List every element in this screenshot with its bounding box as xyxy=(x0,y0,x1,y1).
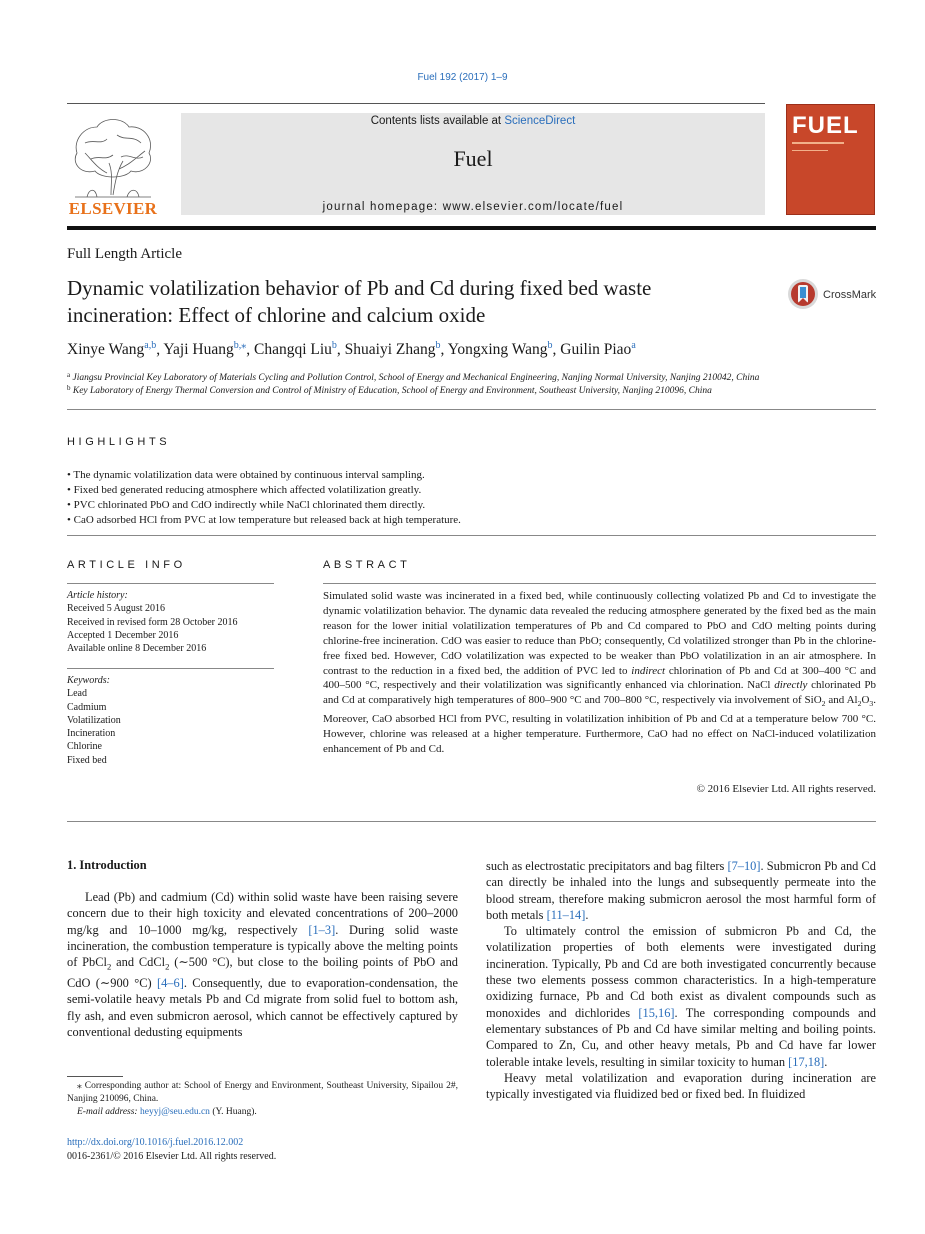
history-label: Article history: xyxy=(67,590,128,601)
history-item: Available online 8 December 2016 xyxy=(67,643,207,655)
doi-link[interactable]: http://dx.doi.org/10.1016/j.fuel.2016.12.002 xyxy=(67,1137,244,1148)
article-title xyxy=(67,275,767,329)
highlights-heading: HIGHLIGHTS xyxy=(67,436,171,448)
paragraph: such as electrostatic precipitators and bag filters [7–10]. Submicron Pb and Cd can directly be inhaled into the lungs and subsequently permeate into the blood stream, therefore making submicron aerosol the most harmful form of both metals [11–14]. xyxy=(486,859,876,922)
author-name: Xinye Wang xyxy=(67,341,145,358)
paragraph: Heavy metal volatilization and evaporation during incineration are typically investigated via fluidized bed or fixed bed. In fluidized xyxy=(486,1070,876,1102)
footnote-text: Corresponding author at: School of Energy and Environment, Southeast University, Sipailou 2#, Nanjing 210096, China. xyxy=(67,1081,459,1104)
cover-decoration xyxy=(792,142,844,144)
affil-text: Jiangsu Provincial Key Laboratory of Materials Cycling and Pollution Control, School of Energy and Mechanical Engineering, Nanjing Normal University, Nanjing 210042, China xyxy=(72,373,760,383)
divider xyxy=(67,583,274,584)
highlight-item: • The dynamic volatilization data were obtained by continuous interval sampling. xyxy=(67,469,425,481)
keywords-label: Keywords: xyxy=(67,675,110,686)
highlight-text: The dynamic volatilization data were obtained by continuous interval sampling. xyxy=(73,469,425,481)
keyword: Lead xyxy=(67,688,87,700)
body-column-right xyxy=(486,858,876,1102)
footnote-rule xyxy=(67,1076,123,1077)
section-heading-introduction: 1. Introduction xyxy=(67,858,147,872)
keyword: Cadmium xyxy=(67,701,107,713)
abstract-heading: ABSTRACT xyxy=(323,559,411,571)
divider xyxy=(67,409,876,410)
author-name: Changqi Liu xyxy=(253,341,332,358)
affiliation-b xyxy=(67,384,877,396)
affiliation-a xyxy=(67,371,877,383)
history-item: Received in revised form 28 October 2016 xyxy=(67,616,238,628)
journal-citation[interactable]: Fuel 192 (2017) 1–9 xyxy=(417,72,508,83)
history-item: Accepted 1 December 2016 xyxy=(67,629,179,641)
author-affil-sup[interactable]: b,⁎ xyxy=(233,340,247,351)
history-item: Received 5 August 2016 xyxy=(67,603,166,615)
corresponding-author-footnote xyxy=(67,1080,458,1119)
footnote-star: ⁎ xyxy=(77,1081,82,1091)
author-name: Guilin Piao xyxy=(560,341,632,358)
author-affil-sup[interactable]: b xyxy=(331,340,337,351)
reference-link[interactable]: [7–10] xyxy=(727,859,761,873)
divider xyxy=(323,583,876,584)
cover-title: FUEL xyxy=(792,112,859,139)
sciencedirect-link[interactable]: ScienceDirect xyxy=(504,115,576,127)
email-suffix: (Y. Huang). xyxy=(212,1107,257,1117)
title-line: incineration: Effect of chlorine and calcium oxide xyxy=(67,303,486,327)
author-list: Xinye Wang$^{a,b}$, Yaji Huang$^{b,⁎}$, Changqi Liu$^b$, Shuaiyi Zhang$^b$, Yongxing Wang$^b$, Guilin Piao$^a$ xyxy=(67,340,636,358)
email-label: E-mail address: xyxy=(77,1107,138,1117)
author-name: Shuaiyi Zhang xyxy=(344,341,436,358)
abstract-body: Simulated solid waste was incinerated in a fixed bed, while continuously collecting volatized Pb and Cd to investigate the dynamic volatilization behavior. The dynamic data revealed the reducing atmosphere generated by the fixed bed as the main reason for the lower initial volatilization temperatures of Pb and Cd compared to PbO and CdO melting points during chlorine-free incineration. CdO was easier to reduce than PbO; consequently, Cd volatilized stronger than Pb in the chlorine-free fixed bed. However, CdO volatilization was expected to be weaker than PbO volatilization in an air atmosphere. In contrast to the reduction in a fixed bed, the addition of PVC led to indirect chlorination of Pb and Cd at 300–400 °C and 400–500 °C, respectively and their volatilization was significantly enhanced via chlorination. NaCl directly chlorinated Pb and Cd at comparatively high temperatures of 800–900 °C and 700–800 °C, respectively via involvement of SiO$_2$ and $Al_2O_3$. Moreover, CaO absorbed HCl from PVC, resulting in volatilization inhibition of Pb and Cd at a temperature below 700 °C. However, chlorine was released at a higher temperature. Furthermore, CaO had no effect on NaCl-induced volatilization enhancement of Pb and Cd. xyxy=(323,590,877,756)
header-bottom-rule xyxy=(67,226,876,230)
divider xyxy=(67,821,876,822)
keyword: Volatilization xyxy=(67,714,121,726)
highlight-text: PVC chlorinated PbO and CdO indirectly while NaCl chlorinated them directly. xyxy=(73,499,426,511)
body-column-left xyxy=(67,889,458,1040)
article-history xyxy=(67,589,274,655)
affil-key: a xyxy=(67,371,71,379)
divider xyxy=(67,535,876,536)
header-top-rule xyxy=(67,103,765,104)
article-info-heading: ARTICLE INFO xyxy=(67,559,186,571)
paragraph: Lead (Pb) and cadmium (Cd) within solid waste have been raising severe concern due to their high toxicity and elevated concentrations of 200–2000 mg/kg and 10–1000 mg/kg, respectively [1–3]. During solid waste incineration, the combustion temperature is typically above the melting points of PbCl$_2$ and CdCl$_2$ (∼500 °C), but close to the boiling points of PbO and CdO (∼900 °C) [4–6]. Consequently, due to evaporation-condensation, the semi-volatile heavy metals Pb and Cd migrate from solid fuel to bottom ash, fly ash, and even submicron aerosol, which cannot be effectively captured by conventional dedusting equipments xyxy=(67,890,458,1039)
crossmark-label[interactable]: CrossMark xyxy=(823,289,877,301)
divider xyxy=(67,668,274,669)
reference-link[interactable]: [15,16] xyxy=(638,1005,675,1020)
highlight-text: Fixed bed generated reducing atmosphere which affected volatilization greatly. xyxy=(73,484,422,496)
journal-name: Fuel xyxy=(453,146,493,171)
reference-link[interactable]: [4–6] xyxy=(156,975,184,990)
author-affil-sup[interactable]: b xyxy=(435,340,441,351)
author-affil-sup[interactable]: a,b xyxy=(144,340,157,351)
author-affil-sup[interactable]: b xyxy=(547,340,553,351)
reference-link[interactable]: [1–3] xyxy=(308,922,336,937)
reference-link[interactable]: [17,18] xyxy=(788,1054,825,1069)
journal-homepage[interactable]: journal homepage: www.elsevier.com/locate/fuel xyxy=(322,201,624,213)
cover-decoration xyxy=(792,150,828,151)
author-affil-sup[interactable]: a xyxy=(631,340,636,351)
paragraph: To ultimately control the emission of submicron Pb and Cd, the volatilization properties of both elements were investigated during incineration. Typically, Pb and Cd are both investigated concurrently because these two elements possess common characteristics. In a high-temperature oxidizing furnace, Pb and Cd both exist as divalent compounds such as monoxides and dichlorides [15,16]. The corresponding compounds and elementary substances of Pb and Cd have similar melting and boiling points. Compared to Zn, Cu, and other heavy metals, Pb and Cd have far lower tolerable intake levels, resulting in similar toxicity to human [17,18]. xyxy=(486,924,876,1069)
abstract-copyright: © 2016 Elsevier Ltd. All rights reserved. xyxy=(696,783,876,795)
highlight-item: • PVC chlorinated PbO and CdO indirectly while NaCl chlorinated them directly. xyxy=(67,499,426,511)
keyword: Incineration xyxy=(67,728,116,740)
keyword: Chlorine xyxy=(67,741,102,753)
keyword: Fixed bed xyxy=(67,754,107,766)
contents-prefix: Contents lists available at xyxy=(370,115,502,127)
affil-text: Key Laboratory of Energy Thermal Conversion and Control of Ministry of Education, School of Energy and Environment, Southeast University, Nanjing 210096, China xyxy=(72,386,712,396)
reference-link[interactable]: [11–14] xyxy=(546,907,586,922)
title-line: Dynamic volatilization behavior of Pb and Cd during fixed bed waste xyxy=(67,276,652,300)
contents-line xyxy=(181,115,765,127)
email-link[interactable]: heyyj@seu.edu.cn xyxy=(139,1107,210,1117)
highlight-item: • CaO adsorbed HCl from PVC at low temperature but released back at high temperature. xyxy=(67,514,461,526)
affil-key: b xyxy=(67,384,71,392)
issn-copyright: 0016-2361/© 2016 Elsevier Ltd. All rights reserved. xyxy=(67,1151,277,1162)
author-name: Yaji Huang xyxy=(163,341,234,358)
article-type: Full Length Article xyxy=(67,246,182,262)
highlight-item: • Fixed bed generated reducing atmosphere which affected volatilization greatly. xyxy=(67,484,422,496)
highlight-text: CaO adsorbed HCl from PVC at low temperature but released back at high temperature. xyxy=(73,514,461,526)
publisher-logo-text: ELSEVIER xyxy=(68,199,158,218)
author-name: Yongxing Wang xyxy=(447,341,548,358)
keywords xyxy=(67,674,274,767)
